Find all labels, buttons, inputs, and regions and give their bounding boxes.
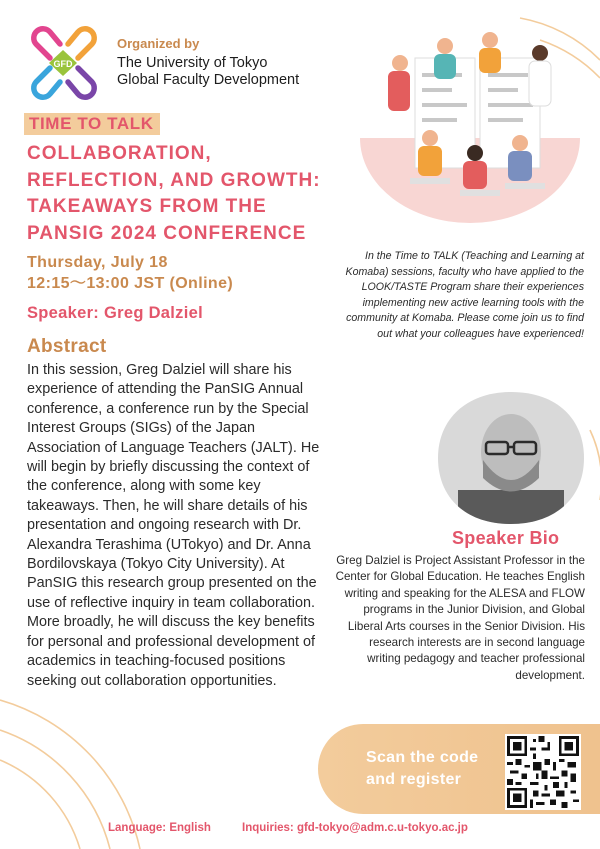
title-line-1: COLLABORATION, [27,143,212,164]
speaker-name: Speaker: Greg Dalziel [27,304,203,322]
gfd-logo-icon [22,22,104,104]
qr-code-icon[interactable] [505,734,581,810]
event-date: Thursday, July 18 [27,254,168,271]
team-meeting-illustration [360,28,580,228]
organized-by-label: Organized by [117,36,200,51]
title-line-3: TAKEAWAYS FROM THE [27,196,267,217]
abstract-heading: Abstract [27,336,107,357]
title-line-4: PANSIG 2024 CONFERENCE [27,222,307,244]
organizer-name [117,55,299,89]
footer-language: Language: English [108,822,211,834]
speaker-photo [438,390,584,526]
intro-text: In the Time to TALK (Teaching and Learning at Komaba) sessions, faculty who have applied to the LOOK/TASTE Program share their experiences implementing new active learning tools with the community at Komaba. Please come join us to find out what your colleagues have experienced! [345,250,584,340]
event-title [27,141,357,247]
event-datetime [27,252,327,294]
register-line-1: Scan the code [366,749,479,766]
register-line-2: and register [366,771,462,788]
register-text [366,747,478,791]
title-line-2: REFLECTION, AND GROWTH: [27,169,321,191]
footer-inquiries[interactable]: Inquiries: gfd-tokyo@adm.c.u-tokyo.ac.jp [242,822,468,834]
organizer-line-2: Global Faculty Development [117,72,300,88]
abstract-body: In this session, Greg Dalziel will share his experience of attending the PanSIG Annual conference, a conference run by the Special Interest Groups (SIGs) of the Japan Association of Language Teachers (JALT). He will begin by briefly discussing the context of the conference, along with some key takeaways. Then, he will share details of his presentation and ongoing research with Dr. Alexandra Terashima (UTokyo) and Dr. Anna Bordilovskaya (Tokyo City University). At PanSIG this research group presented on the use of reflective inquiry in team collaboration. More broadly, he will discuss the key benefits for personal and professional development of academics in teaching-focused positions seeking out collaboration opportunities. [27,362,320,689]
organizer-line-1: The University of Tokyo [117,55,268,71]
svg-text:GFD: GFD [53,59,73,69]
speaker-bio-heading: Speaker Bio [452,528,560,548]
speaker-bio-body: Greg Dalziel is Project Assistant Professor in the Center for Global Education. He teaches English writing and speaking for the ALESA and FLOW programs in the Junior Division, and Global Liberal Arts courses in the Senior Division. His research interests are in second language writing pedagogy and teacher professional development. [335,554,585,682]
series-badge: TIME TO TALK [24,113,160,135]
event-time: 12:15〜13:00 JST (Online) [27,275,234,292]
